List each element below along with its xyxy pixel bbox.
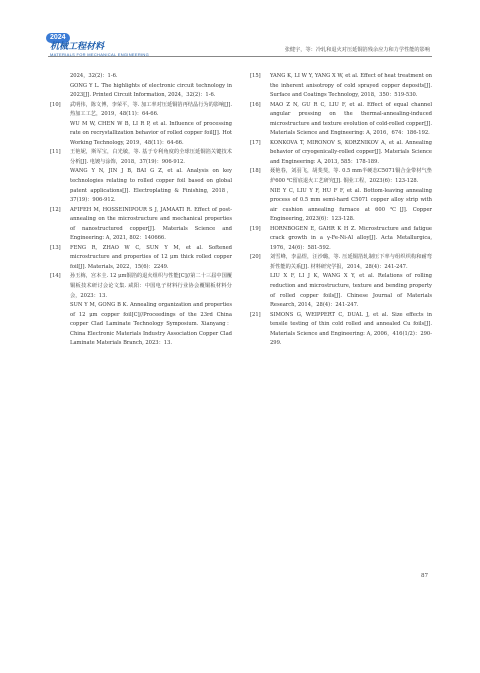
reference-entry [250,139,432,168]
reference-entry [50,101,232,120]
reference-entry [50,301,232,349]
reference-entry [50,244,232,273]
reference-entry [250,101,432,139]
reference-number: [12] [50,206,61,213]
reference-entry [250,311,432,349]
reference-text: MAO Z N, GU R C, LIU F, et al. Effect of equal channel angular pressing on the thermal-annealing-induced microstructure and texture evolution of cold-rolled copper[J]. Materials Science and Engineering: A, 2016，674：186-192. [270,101,432,137]
reference-entry [50,272,232,301]
reference-number: [10] [50,101,61,108]
reference-entry [250,225,432,254]
reference-text: NIE Y C, LIU Y F, HU F F, et al. Bottom-leaving annealing process of 0.5 mm semi-hard C5071 copper alloy strip with air cushion annealing furnace at 600 ℃[J]. Copper Engineering, 2023(6)：123-128. [270,187,432,223]
reference-entry [50,120,232,149]
reference-entry [250,187,432,225]
reference-text: GONG Y L. The highlights of electronic circuit technology in 2023[J]. Printed Circuit Information, 2024，32(2)：1-6. [70,82,232,99]
header-rule [48,56,432,57]
reference-text: KONKOVA T, MIRONOV S, KORZNIKOV A, et al. Annealing behavior of cryogenically-rolled copper[J]. Materials Science and Engineering: A, 2013, 585：178-189. [270,139,432,165]
page-number: 87 [421,573,429,579]
reference-number: [14] [50,273,61,280]
journal-title-en: MATERIALS FOR MECHANICAL ENGINEERING [50,52,150,57]
page-header [0,0,480,56]
reference-text: SUN Y M, GONG B K. Annealing organization and properties of 12 μm copper foil[C]//Proceedings of the 23rd China copper Clad Laminate Technology Symposium. Xianyang：China Electronic Materials Industry Association Copper Clad Laminate Materials Branch, 2023：13. [70,302,232,347]
reference-column-left [50,72,232,349]
reference-text: SIMONS G, WEIPPERT C, DUAL J, et al. Size effects in tensile testing of thin cold rolled and annealed Cu foils[J]. Materials Science and Engineering: A, 2006，416(1/2)：290-299. [270,311,432,347]
reference-number: [16] [250,101,261,108]
reference-text: LIU X F, LI J K, WANG X Y, et al. Relations of rolling reduction and microstructure, texture and bending property of rolled copper foils[J]. Chinese Journal of Materials Research, 2014，28(4)：241-247. [270,273,432,309]
reference-entry [50,206,232,244]
reference-text: 聂艳春，刘羽飞，胡斐斐，等. 0.5 mm半硬态C5071铜合金带材气垫炉600 ℃留底退火工艺研究[J]. 铜业工程，2023(6)：123-128. [270,168,432,185]
reference-text: 王艳妮，斯军宝，白光敏，等. 基于专利角度的全球压延铜箔关键技术分析[J]. 电镀与涂饰，2018，37(19)：906-912. [70,149,232,165]
reference-text: AFIFEH M, HOSSEINIPOUR S J, JAMAATI R. Effect of post-annealing on the microstructure and mechanical properties of nanostructured copper[J]. Materials Science and Engineering: A, 2021, 802：140666. [70,206,232,242]
reference-text: WANG Y N, JIN J B, BAI G Z, et al. Analysis on key technologies relating to rolled copper foil based on global patent applications[J]. Electroplating & Finishing, 2018，37(19)：906-912. [70,168,232,204]
reference-number: [11] [50,149,61,156]
reference-entry [250,272,432,310]
reference-text: FENG R, ZHAO W C, SUN Y M, et al. Softened microstructure and properties of 12 μm thick rolled copper foil[J]. Materials, 2022，15(6)：2249. [70,244,232,270]
reference-number: [18] [250,168,261,175]
reference-number: [19] [250,225,261,232]
running-title: 张健宇，等：冷轧和退火对压延铜箔残余应力和力学性能的影响 [284,47,430,53]
reference-text: 孙玉梅，宫本圭. 12 μm铜箔的退火组织与性能[C]//第二十三届中国覆铜板技术研讨会论文集. 咸阳：中国电子材料行业协会覆铜板材料分会，2023：13. [70,273,232,299]
reference-column-right [250,72,432,349]
year-badge: 2024 [46,33,70,43]
reference-text: HORNBOGEN E, GAHR K H Z. Microstructure and fatigue crack growth in a γ-Fe-Ni-Al alloy[J]. Acta Metallurgica, 1976，24(6)：581-592. [270,225,432,251]
reference-number: [15] [250,73,261,79]
reference-text: WU M W, CHEN W B, LI R P, et al. Influence of processing rate on recrystallization behavior of rolled copper foil[J]. Hot Working Technology, 2019，48(11)：64-66. [70,120,232,146]
reference-entry [50,167,232,205]
reference-entry [50,148,232,167]
reference-entry [250,253,432,272]
reference-number: [20] [250,254,261,261]
reference-text: 刘雪峰，李晶煜，汪沙璐，等. 压延铜箔轧制压下率与组织织构和耐弯折性能的关系[J]. 材料研究学报，2014，28(4)：241-247. [270,254,432,270]
reference-text: YANG K, LI W Y, YANG X W, et al. Effect of heat treatment on the inherent anisotropy of cold sprayed copper deposits[J]. Surface and Coatings Technology, 2018，350：519-530. [270,73,432,99]
reference-number: [21] [250,311,261,318]
reference-entry [50,72,232,82]
reference-text: 武明伟，陈文博，李荣平，等. 加工率对压延铜箔再结晶行为的影响[J]. 热加工工艺，2019，48(11)：64-66. [70,101,232,118]
reference-text: 2024，32(2)：1-6. [70,73,118,79]
reference-entry [250,72,432,101]
reference-entry [50,82,232,101]
reference-number: [13] [50,244,61,251]
reference-entry [250,167,432,186]
journal-title-cn: 机械工程材料 [50,41,105,51]
reference-number: [17] [250,139,261,146]
